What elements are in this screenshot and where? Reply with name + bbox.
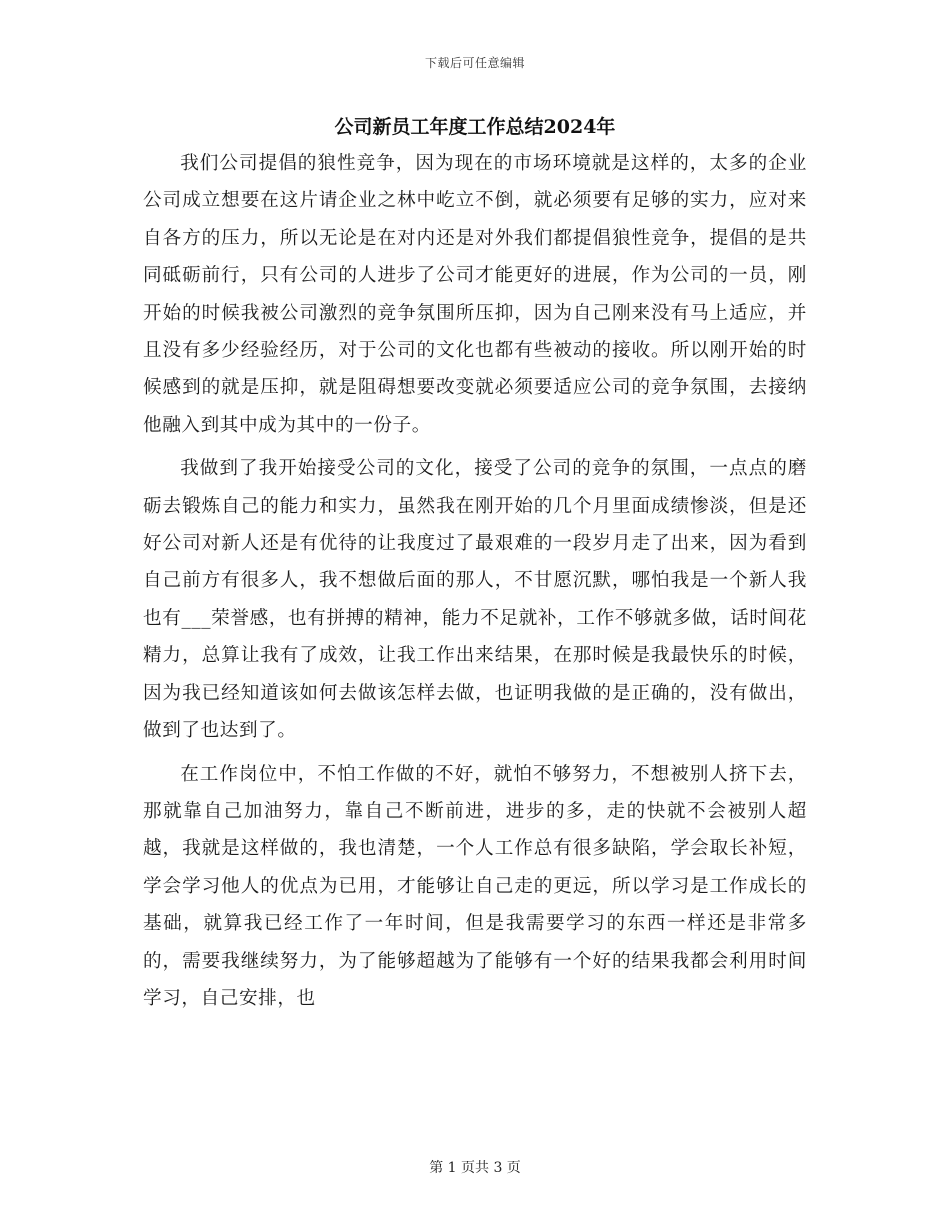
page-number: 第 1 页共 3 页 — [429, 1160, 521, 1176]
header-note: 下载后可任意编辑 — [424, 56, 525, 70]
paragraph-1: 我们公司提倡的狼性竞争，因为现在的市场环境就是这样的，太多的企业公司成立想要在这片请企业之林中屹立不倒，就必须要有足够的实力，应对来自各方的压力，所以无论是在对内还是对外我们都提倡狼性竞争，提倡的是共同砥砺前行，只有公司的人进步了公司才能更好的进展，作为公司的一员，刚开始的时候我被公司激烈的竞争氛围所压抑，因为自己刚来没有马上适应，并且没有多少经验经历，对于公司的文化也都有些被动的接收。所以刚开始的时候感到的就是压抑，就是阻碍想要改变就必须要适应公司的竞争氛围，去接纳他融入到其中成为其中的一份子。 — [143, 153, 807, 436]
paragraph-3: 在工作岗位中，不怕工作做的不好，就怕不够努力，不想被别人挤下去，那就靠自己加油努力，靠自己不断前进，进步的多，走的快就不会被别人超越，我就是这样做的，我也清楚，一个人工作总有很多缺陷，学会取长补短，学会学习他人的优点为已用，才能够让自己走的更远，所以学习是工作成长的基础，就算我已经工作了一年时间，但是我需要学习的东西一样还是非常多的，需要我继续努力，为了能够超越为了能够有一个好的结果我都会利用时间学习，自己安排，也 — [143, 763, 807, 1009]
paragraph-2: 我做到了我开始接受公司的文化，接受了公司的竞争的氛围，一点点的磨砺去锻炼自己的能力和实力，虽然我在刚开始的几个月里面成绩惨淡，但是还好公司对新人还是有优待的让我度过了最艰难的一段岁月走了出来，因为看到自己前方有很多人，我不想做后面的那人，不甘愿沉默，哪怕我是一个新人我也有___荣誉感，也有拼搏的精神，能力不足就补，工作不够就多做，话时间花精力，总算让我有了成效，让我工作出来结果，在那时候是我最快乐的时候，因为我已经知道该如何去做该怎样去做，也证明我做的是正确的，没有做出，做到了也达到了。 — [143, 458, 807, 742]
document-body — [143, 145, 807, 1023]
document-title: 公司新员工年度工作总结2024年 — [334, 116, 616, 138]
